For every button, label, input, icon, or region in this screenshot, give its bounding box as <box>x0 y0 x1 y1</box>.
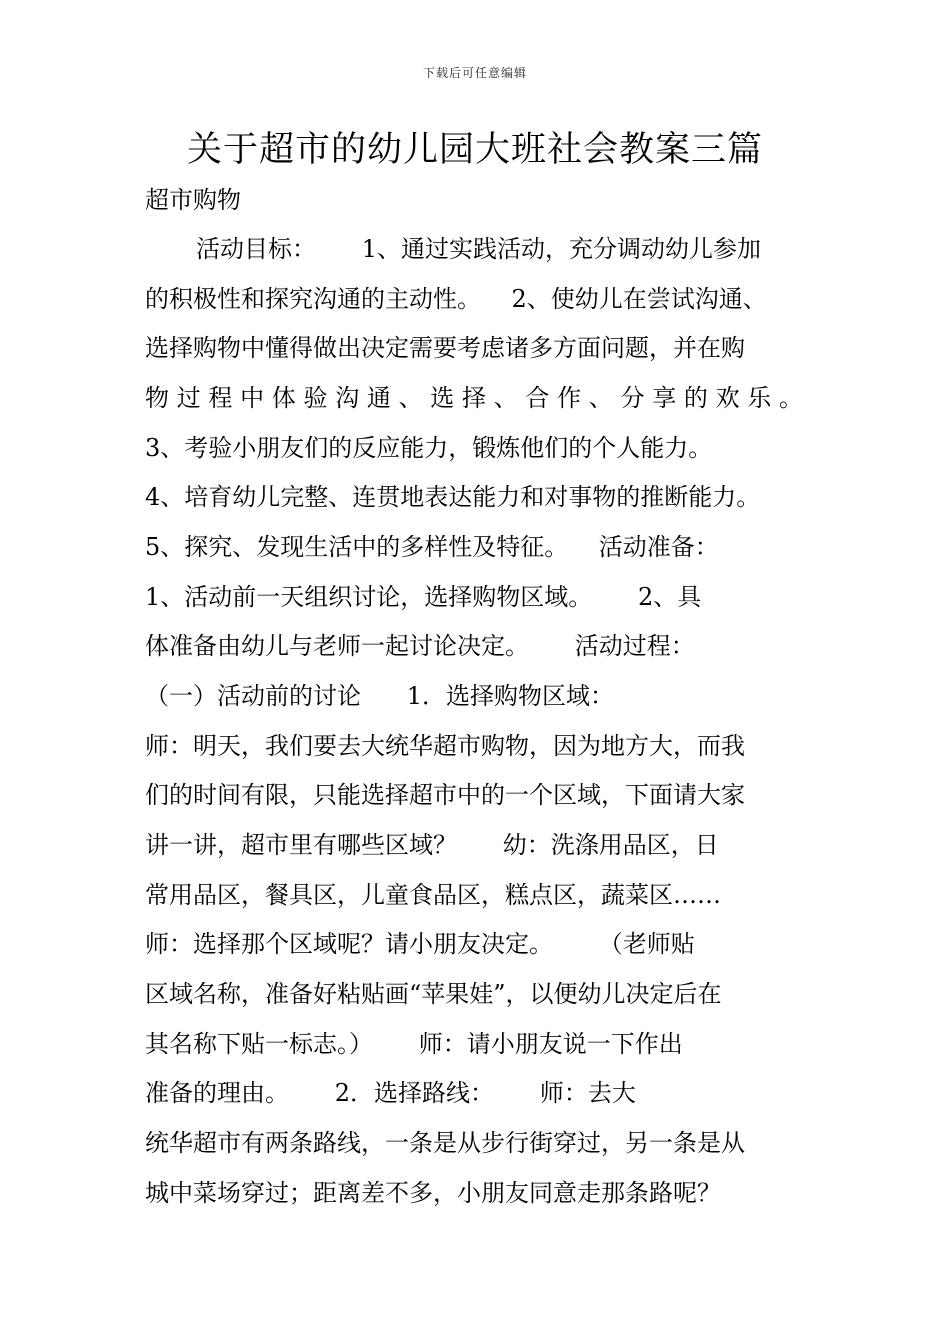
text-line: 1、活动前一天组织讨论，选择购物区域。 2、具 <box>145 583 702 611</box>
text-line: 体准备由幼儿与老师一起讨论决定。 活动过程： <box>145 632 695 660</box>
text-line: 选择购物中懂得做出决定需要考虑诸多方面问题，并在购 <box>145 334 745 362</box>
text-line: 3、考验小朋友们的反应能力，锻炼他们的个人能力。 <box>145 434 713 462</box>
text-line: 城中菜场穿过；距离差不多，小朋友同意走那条路呢？ <box>145 1179 721 1207</box>
document-title: 关于超市的幼儿园大班社会教案三篇 <box>186 130 763 170</box>
header-note: 下载后可任意编辑 <box>422 66 527 80</box>
text-line: 活动目标： 1、通过实践活动，充分调动幼儿参加 <box>196 235 762 263</box>
text-line: 准备的理由。 2．选择路线： 师：去大 <box>145 1079 636 1107</box>
text-line: 常用品区，餐具区，儿童食品区，糕点区，蔬菜区…… <box>145 881 721 909</box>
text-line: 讲一讲，超市里有哪些区域？ 幼：洗涤用品区，日 <box>145 831 719 859</box>
text-line: 统华超市有两条路线，一条是从步行街穿过，另一条是从 <box>145 1129 745 1157</box>
text-line: 师：明天，我们要去大统华超市购物，因为地方大，而我 <box>145 732 745 760</box>
text-line: 区域名称，准备好粘贴画“苹果娃”，以便幼儿决定后在 <box>145 980 722 1008</box>
text-line: 物过程中体验沟通、选择、合作、分享的欢乐。 <box>145 384 803 412</box>
text-line: 其名称下贴一标志。） 师：请小朋友说一下作出 <box>145 1030 683 1058</box>
section-heading: 超市购物 <box>145 186 241 214</box>
text-line: （一）活动前的讨论 1．选择购物区域： <box>145 682 615 710</box>
text-line: 4、培育幼儿完整、连贯地表达能力和对事物的推断能力。 <box>145 483 761 511</box>
text-line: 的积极性和探究沟通的主动性。 2、使幼儿在尝试沟通、 <box>145 285 767 313</box>
text-line: 们的时间有限，只能选择超市中的一个区域，下面请大家 <box>145 781 745 809</box>
text-line: 师：选择那个区域呢？请小朋友决定。 （老师贴 <box>145 930 695 958</box>
text-line: 5、探究、发现生活中的多样性及特征。 活动准备： <box>145 533 719 561</box>
